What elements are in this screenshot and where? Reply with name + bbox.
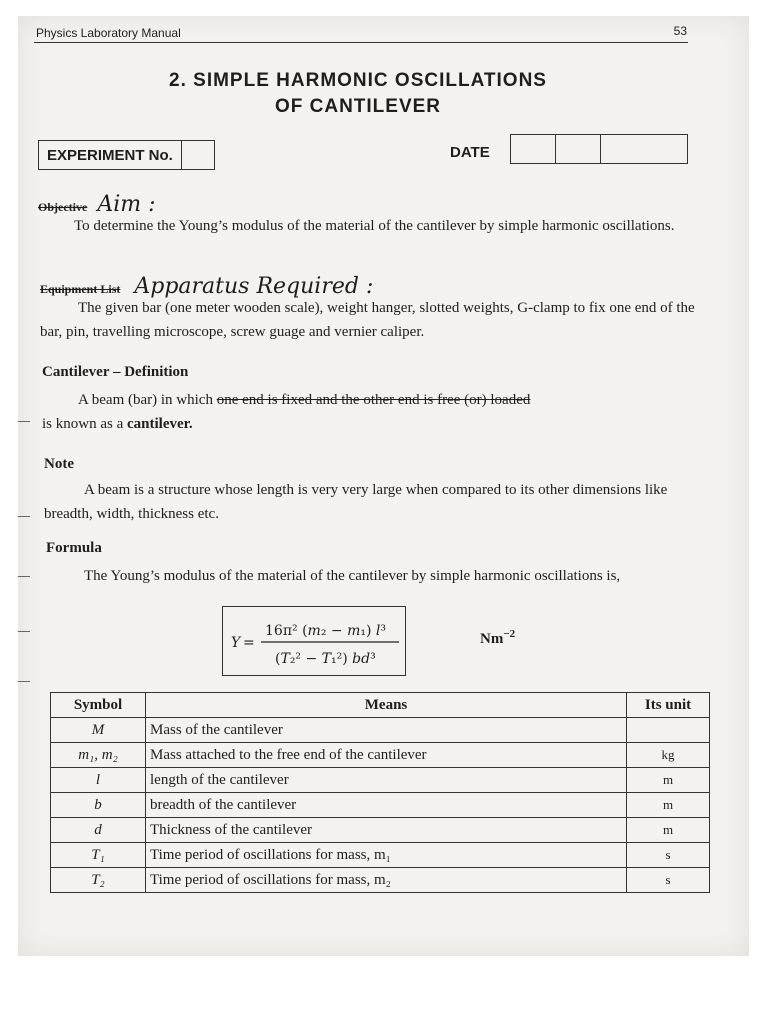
page-number: 53 — [673, 24, 687, 38]
date-cell-day — [511, 135, 555, 163]
row-means: breadth of the cantilever — [146, 793, 627, 818]
young-modulus-formula — [223, 607, 405, 675]
margin-tick — [18, 516, 30, 517]
margin-tick — [18, 631, 30, 632]
date-cell-month — [555, 135, 600, 163]
row-symbol: d — [51, 818, 146, 843]
formula-heading: Formula — [46, 540, 102, 556]
experiment-label: EXPERIMENT No. — [47, 146, 173, 164]
svg-text:Y: Y — [231, 635, 241, 651]
row-unit: m — [627, 768, 710, 793]
aim-handwritten-label: Aim : — [97, 192, 156, 217]
equipment-text: The given bar (one meter wooden scale), weight hanger, slotted weights, G-clamp to fix one end of the bar, pin, travelling microscope, screw guage and vernier caliper. — [40, 300, 695, 340]
running-head: Physics Laboratory Manual — [36, 26, 181, 40]
row-symbol: T₂ — [51, 868, 146, 893]
row-means: length of the cantilever — [146, 768, 627, 793]
title-line-1: 2. SIMPLE HARMONIC OSCILLATIONS — [169, 70, 547, 91]
formula-unit — [480, 628, 515, 648]
row-unit — [627, 718, 710, 743]
experiment-number-cell — [181, 141, 214, 169]
date-cell-year — [600, 135, 687, 163]
table-row — [51, 843, 710, 868]
formula-text: The Young’s modulus of the material of the cantilever by simple harmonic oscillations is, — [84, 568, 621, 584]
table-row — [51, 768, 710, 793]
row-means: Mass attached to the free end of the cantilever — [146, 743, 627, 768]
date-box — [510, 134, 688, 164]
table-header-row — [51, 693, 710, 718]
equipment-struck-label: Equipment List — [40, 282, 121, 296]
row-means: Mass of the cantilever — [146, 718, 627, 743]
definition-term: cantilever. — [127, 416, 193, 432]
date-label: DATE — [450, 144, 490, 161]
row-symbol: T₁ — [51, 843, 146, 868]
margin-tick — [18, 421, 30, 422]
formula-unit-text: Nm — [480, 631, 504, 647]
table-row — [51, 793, 710, 818]
table-row — [51, 818, 710, 843]
row-means: Thickness of the cantilever — [146, 818, 627, 843]
header-rule — [34, 42, 688, 43]
row-unit: m — [627, 818, 710, 843]
svg-text:(T₂² − T₁²) bd³: (T₂² − T₁²) bd³ — [275, 651, 376, 667]
definition-text-a: A beam (bar) in which — [78, 392, 213, 408]
definition-text-b: is known as a — [42, 416, 124, 432]
row-unit: s — [627, 843, 710, 868]
experiment-number-box — [38, 140, 215, 170]
margin-tick — [18, 681, 30, 682]
header-means: Means — [146, 693, 627, 718]
row-symbol: m₁, m₂ — [51, 743, 146, 768]
row-unit: kg — [627, 743, 710, 768]
row-symbol: l — [51, 768, 146, 793]
manual-page — [18, 16, 749, 956]
note-heading: Note — [44, 456, 74, 472]
row-symbol: M — [51, 718, 146, 743]
svg-text:=: = — [243, 635, 255, 651]
row-symbol: b — [51, 793, 146, 818]
svg-text:16π² (m₂ − m₁) l³: 16π² (m₂ − m₁) l³ — [265, 623, 386, 639]
objective-text: To determine the Young’s modulus of the material of the cantilever by simple harmonic oscillations. — [74, 218, 675, 234]
definition-text — [42, 388, 704, 436]
row-unit: s — [627, 868, 710, 893]
row-unit: m — [627, 793, 710, 818]
formula-box — [222, 606, 406, 676]
note-text: A beam is a structure whose length is very very large when compared to its other dimensions like breadth, width, thickness etc. — [44, 482, 668, 522]
table-row — [51, 718, 710, 743]
row-means: Time period of oscillations for mass, m₂ — [146, 868, 627, 893]
table-row — [51, 868, 710, 893]
header-symbol: Symbol — [51, 693, 146, 718]
objective-struck-label: Objective — [38, 200, 88, 214]
header-unit: Its unit — [627, 693, 710, 718]
definition-heading: Cantilever – Definition — [42, 364, 189, 380]
formula-unit-exponent: −2 — [503, 628, 516, 640]
margin-tick — [18, 576, 30, 577]
title-line-2: OF CANTILEVER — [274, 96, 442, 117]
symbols-table — [50, 692, 710, 893]
apparatus-handwritten-label: Apparatus Required : — [134, 274, 374, 299]
table-row — [51, 743, 710, 768]
row-means: Time period of oscillations for mass, m₁ — [146, 843, 627, 868]
definition-struck-text: one end is fixed and the other end is free (or) loaded — [216, 392, 531, 408]
